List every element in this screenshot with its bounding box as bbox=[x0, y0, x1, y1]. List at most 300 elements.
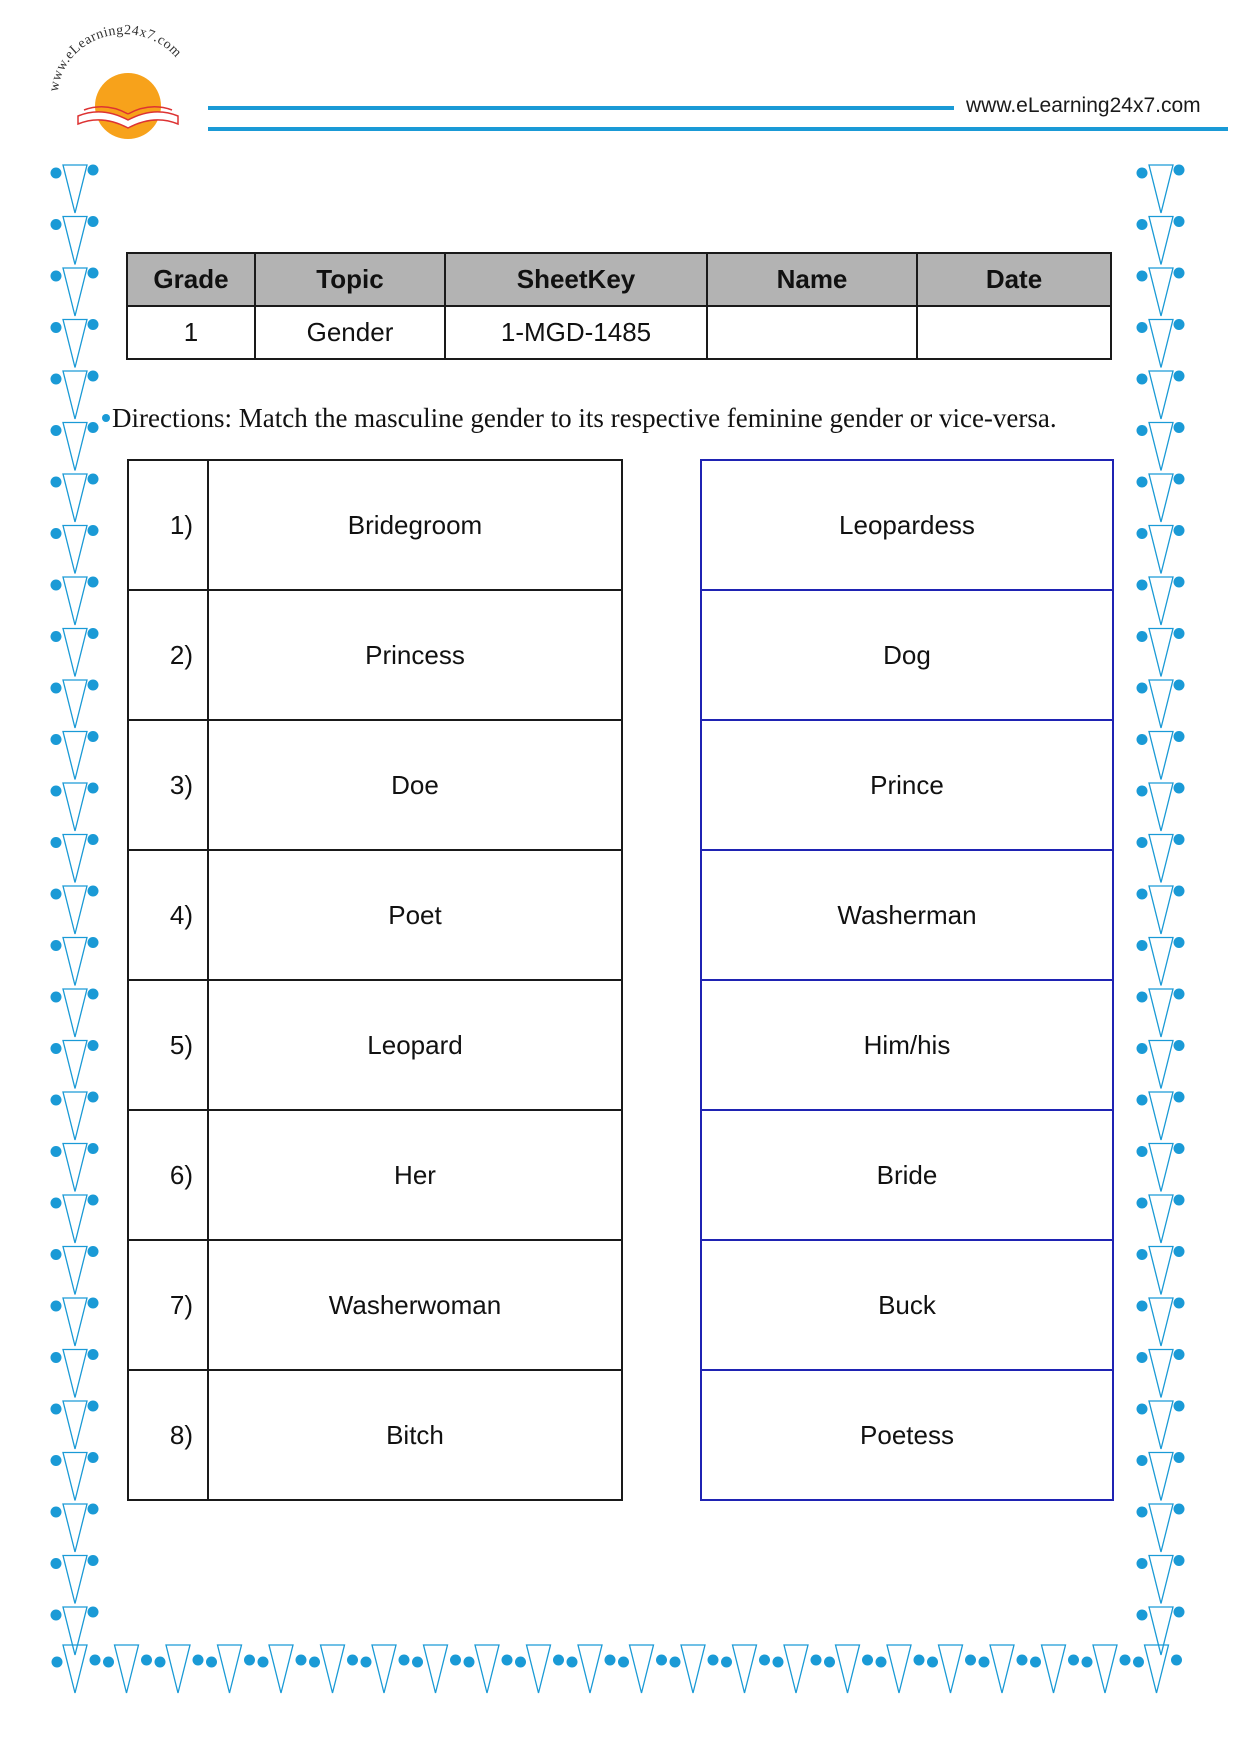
border-dot bbox=[1174, 1143, 1185, 1154]
border-dot bbox=[1174, 371, 1185, 382]
border-dot bbox=[979, 1657, 990, 1668]
border-dot bbox=[51, 1043, 62, 1054]
item-word[interactable]: Bitch bbox=[208, 1370, 622, 1500]
border-dot bbox=[965, 1655, 976, 1666]
border-dot bbox=[88, 1555, 99, 1566]
topic-header: Topic bbox=[255, 253, 445, 306]
border-triangle bbox=[887, 1645, 911, 1693]
table-row bbox=[701, 720, 1113, 850]
bullet-dot bbox=[102, 414, 110, 422]
border-dot bbox=[88, 1452, 99, 1463]
info-table bbox=[126, 252, 1112, 360]
border-dot bbox=[51, 992, 62, 1003]
border-dot bbox=[51, 1558, 62, 1569]
border-dot bbox=[88, 319, 99, 330]
logo-arc-text: www.eLearning24x7.com bbox=[46, 23, 185, 93]
border-dot bbox=[347, 1655, 358, 1666]
border-dot bbox=[1174, 165, 1185, 176]
border-dot bbox=[1137, 1558, 1148, 1569]
border-dot bbox=[51, 1455, 62, 1466]
border-dot bbox=[206, 1657, 217, 1668]
border-dot bbox=[88, 268, 99, 279]
border-dot bbox=[721, 1657, 732, 1668]
border-dot bbox=[88, 422, 99, 433]
border-triangle bbox=[1149, 1092, 1173, 1140]
border-dot bbox=[51, 837, 62, 848]
border-triangle bbox=[63, 783, 87, 831]
border-triangle bbox=[63, 886, 87, 934]
border-triangle bbox=[1149, 938, 1173, 986]
border-dot bbox=[51, 322, 62, 333]
border-dot bbox=[51, 631, 62, 642]
border-dot bbox=[1137, 580, 1148, 591]
border-triangle bbox=[63, 423, 87, 471]
border-dot bbox=[605, 1655, 616, 1666]
border-dot bbox=[88, 989, 99, 1000]
border-triangle bbox=[1149, 320, 1173, 368]
border-dot bbox=[1137, 1043, 1148, 1054]
border-dot bbox=[88, 731, 99, 742]
border-dot bbox=[1174, 1401, 1185, 1412]
border-dot bbox=[1174, 216, 1185, 227]
table-row bbox=[128, 1110, 622, 1240]
border-dot bbox=[51, 374, 62, 385]
grade-header: Grade bbox=[127, 253, 255, 306]
header-rule bbox=[208, 106, 954, 110]
border-triangle bbox=[63, 474, 87, 522]
border-triangle bbox=[166, 1645, 190, 1693]
border-dot bbox=[51, 1146, 62, 1157]
border-dot bbox=[1017, 1655, 1028, 1666]
border-triangle bbox=[475, 1645, 499, 1693]
border-dot bbox=[1137, 786, 1148, 797]
border-triangle bbox=[1149, 1298, 1173, 1346]
border-dot bbox=[1137, 1146, 1148, 1157]
border-dot bbox=[1137, 1610, 1148, 1621]
table-row bbox=[701, 1240, 1113, 1370]
border-triangle bbox=[1149, 886, 1173, 934]
table-row bbox=[701, 980, 1113, 1110]
border-triangle bbox=[63, 680, 87, 728]
grade-value: 1 bbox=[127, 306, 255, 359]
border-dot bbox=[88, 525, 99, 536]
border-triangle bbox=[424, 1645, 448, 1693]
border-triangle bbox=[1149, 1401, 1173, 1449]
border-dot bbox=[1174, 474, 1185, 485]
border-triangle bbox=[1149, 1453, 1173, 1501]
border-triangle bbox=[1149, 783, 1173, 831]
border-dot bbox=[88, 1092, 99, 1103]
border-triangle bbox=[1149, 835, 1173, 883]
border-triangle bbox=[1042, 1645, 1066, 1693]
border-triangle bbox=[1149, 1247, 1173, 1295]
border-dot bbox=[1137, 734, 1148, 745]
border-dot bbox=[914, 1655, 925, 1666]
border-dot bbox=[1174, 1555, 1185, 1566]
border-dot bbox=[1174, 577, 1185, 588]
table-row bbox=[701, 460, 1113, 590]
border-triangle bbox=[63, 629, 87, 677]
border-triangle bbox=[1149, 989, 1173, 1037]
border-dot bbox=[1137, 322, 1148, 333]
name-field[interactable] bbox=[707, 306, 917, 359]
border-dot bbox=[103, 1657, 114, 1668]
table-row bbox=[701, 1370, 1113, 1500]
border-dot bbox=[708, 1655, 719, 1666]
border-dot bbox=[309, 1657, 320, 1668]
border-dot bbox=[1174, 1092, 1185, 1103]
match-option[interactable]: Buck bbox=[701, 1240, 1113, 1370]
border-triangle bbox=[63, 165, 87, 213]
table-row bbox=[128, 720, 622, 850]
border-dot bbox=[88, 577, 99, 588]
border-dot bbox=[1137, 683, 1148, 694]
border-triangle bbox=[1149, 526, 1173, 574]
table-row bbox=[128, 590, 622, 720]
border-triangle bbox=[63, 1247, 87, 1295]
border-dot bbox=[876, 1657, 887, 1668]
border-dot bbox=[51, 940, 62, 951]
border-dot bbox=[1137, 425, 1148, 436]
border-dot bbox=[88, 628, 99, 639]
border-dot bbox=[88, 680, 99, 691]
border-dot bbox=[88, 886, 99, 897]
match-option[interactable]: Poetess bbox=[701, 1370, 1113, 1500]
item-word[interactable]: Leopard bbox=[208, 980, 622, 1110]
topic-value: Gender bbox=[255, 306, 445, 359]
border-triangle bbox=[1149, 217, 1173, 265]
border-triangle bbox=[63, 1041, 87, 1089]
border-dot bbox=[1137, 837, 1148, 848]
border-triangle bbox=[784, 1645, 808, 1693]
border-dot bbox=[1174, 680, 1185, 691]
border-dot bbox=[759, 1655, 770, 1666]
site-url: www.eLearning24x7.com bbox=[966, 94, 1201, 117]
border-dot bbox=[927, 1657, 938, 1668]
border-triangle bbox=[63, 1645, 87, 1693]
elearning-logo bbox=[40, 20, 200, 145]
border-dot bbox=[412, 1657, 423, 1668]
border-dot bbox=[1174, 1246, 1185, 1257]
border-dot bbox=[51, 683, 62, 694]
border-triangle bbox=[1149, 1607, 1173, 1655]
border-triangle bbox=[1149, 629, 1173, 677]
border-dot bbox=[88, 1246, 99, 1257]
border-triangle bbox=[63, 732, 87, 780]
border-dot bbox=[1174, 422, 1185, 433]
border-dot bbox=[1137, 1198, 1148, 1209]
border-triangle bbox=[1149, 165, 1173, 213]
border-triangle bbox=[733, 1645, 757, 1693]
border-dot bbox=[553, 1655, 564, 1666]
border-triangle bbox=[1145, 1645, 1169, 1693]
border-triangle bbox=[1149, 1144, 1173, 1192]
border-dot bbox=[773, 1657, 784, 1668]
border-dot bbox=[88, 783, 99, 794]
item-number: 2) bbox=[128, 590, 208, 720]
border-dot bbox=[824, 1657, 835, 1668]
border-triangle bbox=[939, 1645, 963, 1693]
border-dot bbox=[1174, 1504, 1185, 1515]
match-option[interactable]: Washerman bbox=[701, 850, 1113, 980]
match-option[interactable]: Bride bbox=[701, 1110, 1113, 1240]
border-dot bbox=[51, 889, 62, 900]
border-dot bbox=[51, 271, 62, 282]
border-dot bbox=[51, 168, 62, 179]
border-dot bbox=[88, 1401, 99, 1412]
border-triangle bbox=[1149, 1195, 1173, 1243]
border-triangle bbox=[1149, 1041, 1173, 1089]
border-dot bbox=[1174, 731, 1185, 742]
match-option[interactable]: Him/his bbox=[701, 980, 1113, 1110]
border-triangle bbox=[1149, 577, 1173, 625]
border-dot bbox=[1137, 631, 1148, 642]
border-dot bbox=[51, 1610, 62, 1621]
border-triangle bbox=[63, 371, 87, 419]
table-row bbox=[701, 590, 1113, 720]
border-dot bbox=[244, 1655, 255, 1666]
border-triangle bbox=[63, 1350, 87, 1398]
border-dot bbox=[1137, 940, 1148, 951]
table-row bbox=[128, 850, 622, 980]
table-row bbox=[128, 1370, 622, 1500]
item-word[interactable]: Doe bbox=[208, 720, 622, 850]
border-triangle bbox=[63, 1144, 87, 1192]
border-dot bbox=[88, 937, 99, 948]
item-number: 6) bbox=[128, 1110, 208, 1240]
border-dot bbox=[1174, 1607, 1185, 1618]
border-dot bbox=[88, 165, 99, 176]
border-dot bbox=[51, 219, 62, 230]
border-triangle bbox=[63, 526, 87, 574]
sheetkey-header: SheetKey bbox=[445, 253, 707, 306]
border-dot bbox=[51, 1249, 62, 1260]
border-dot bbox=[88, 474, 99, 485]
border-triangle bbox=[63, 577, 87, 625]
border-triangle bbox=[578, 1645, 602, 1693]
border-triangle bbox=[836, 1645, 860, 1693]
border-dot bbox=[567, 1657, 578, 1668]
border-dot bbox=[361, 1657, 372, 1668]
border-dot bbox=[51, 1095, 62, 1106]
border-triangle bbox=[681, 1645, 705, 1693]
border-dot bbox=[1174, 834, 1185, 845]
border-dot bbox=[1137, 1352, 1148, 1363]
item-word[interactable]: Princess bbox=[208, 590, 622, 720]
border-dot bbox=[1137, 1455, 1148, 1466]
border-dot bbox=[1137, 168, 1148, 179]
border-dot bbox=[1137, 889, 1148, 900]
date-field[interactable] bbox=[917, 306, 1111, 359]
border-dot bbox=[258, 1657, 269, 1668]
border-dot bbox=[450, 1655, 461, 1666]
match-option[interactable]: Dog bbox=[701, 590, 1113, 720]
border-triangle bbox=[1149, 371, 1173, 419]
border-triangle bbox=[527, 1645, 551, 1693]
border-dot bbox=[399, 1655, 410, 1666]
border-dot bbox=[88, 371, 99, 382]
border-triangle bbox=[63, 1401, 87, 1449]
border-dot bbox=[515, 1657, 526, 1668]
item-number: 5) bbox=[128, 980, 208, 1110]
border-triangle bbox=[63, 268, 87, 316]
border-dot bbox=[51, 1404, 62, 1415]
border-dot bbox=[88, 1040, 99, 1051]
border-dot bbox=[1174, 1298, 1185, 1309]
sheetkey-value: 1-MGD-1485 bbox=[445, 306, 707, 359]
border-dot bbox=[193, 1655, 204, 1666]
border-dot bbox=[502, 1655, 513, 1666]
border-triangle bbox=[63, 1607, 87, 1655]
border-dot bbox=[1174, 268, 1185, 279]
border-triangle bbox=[63, 1556, 87, 1604]
border-dot bbox=[618, 1657, 629, 1668]
border-dot bbox=[90, 1655, 101, 1666]
border-dot bbox=[1137, 271, 1148, 282]
match-option[interactable]: Leopardess bbox=[701, 460, 1113, 590]
border-dot bbox=[88, 216, 99, 227]
border-triangle bbox=[63, 1453, 87, 1501]
border-dot bbox=[51, 580, 62, 591]
border-dot bbox=[1137, 1404, 1148, 1415]
border-dot bbox=[1174, 886, 1185, 897]
border-triangle bbox=[63, 320, 87, 368]
directions-text: Directions: Match the masculine gender to its respective feminine gender or vice-versa. bbox=[112, 403, 1057, 433]
border-dot bbox=[1174, 1349, 1185, 1360]
border-dot bbox=[51, 1198, 62, 1209]
table-row bbox=[128, 460, 622, 590]
border-dot bbox=[296, 1655, 307, 1666]
border-triangle bbox=[63, 1504, 87, 1552]
border-dot bbox=[1174, 319, 1185, 330]
border-dot bbox=[1133, 1657, 1144, 1668]
border-triangle bbox=[63, 938, 87, 986]
border-dot bbox=[1082, 1657, 1093, 1668]
border-triangle bbox=[630, 1645, 654, 1693]
item-number: 3) bbox=[128, 720, 208, 850]
border-dot bbox=[1137, 219, 1148, 230]
border-dot bbox=[88, 1349, 99, 1360]
item-word[interactable]: Her bbox=[208, 1110, 622, 1240]
border-dot bbox=[141, 1655, 152, 1666]
border-dot bbox=[1171, 1655, 1182, 1666]
border-triangle bbox=[63, 835, 87, 883]
border-dot bbox=[51, 1301, 62, 1312]
border-dot bbox=[1137, 528, 1148, 539]
border-dot bbox=[464, 1657, 475, 1668]
border-dot bbox=[51, 1507, 62, 1518]
border-dot bbox=[1174, 628, 1185, 639]
border-dot bbox=[88, 1143, 99, 1154]
border-dot bbox=[88, 1195, 99, 1206]
date-header: Date bbox=[917, 253, 1111, 306]
border-dot bbox=[88, 1298, 99, 1309]
item-number: 7) bbox=[128, 1240, 208, 1370]
border-dot bbox=[88, 834, 99, 845]
border-triangle bbox=[63, 1298, 87, 1346]
border-triangle bbox=[1149, 732, 1173, 780]
border-triangle bbox=[1149, 1504, 1173, 1552]
item-word[interactable]: Bridegroom bbox=[208, 460, 622, 590]
border-triangle bbox=[63, 1195, 87, 1243]
border-dot bbox=[1174, 783, 1185, 794]
border-dot bbox=[51, 734, 62, 745]
border-triangle bbox=[1149, 423, 1173, 471]
border-triangle bbox=[269, 1645, 293, 1693]
border-dot bbox=[1174, 525, 1185, 536]
border-triangle bbox=[63, 989, 87, 1037]
border-dot bbox=[811, 1655, 822, 1666]
table-row bbox=[128, 980, 622, 1110]
border-dot bbox=[51, 425, 62, 436]
border-triangle bbox=[1149, 680, 1173, 728]
match-options-list bbox=[700, 459, 1114, 1501]
border-dot bbox=[656, 1655, 667, 1666]
border-dot bbox=[862, 1655, 873, 1666]
border-triangle bbox=[63, 1092, 87, 1140]
border-dot bbox=[155, 1657, 166, 1668]
border-dot bbox=[1137, 1095, 1148, 1106]
table-row bbox=[701, 1110, 1113, 1240]
item-number: 8) bbox=[128, 1370, 208, 1500]
border-triangle bbox=[1149, 1350, 1173, 1398]
border-dot bbox=[51, 1352, 62, 1363]
item-word[interactable]: Poet bbox=[208, 850, 622, 980]
border-dot bbox=[1174, 989, 1185, 1000]
border-dot bbox=[1137, 374, 1148, 385]
header-rule-long bbox=[208, 127, 1228, 131]
border-dot bbox=[51, 477, 62, 488]
border-dot bbox=[1174, 1452, 1185, 1463]
border-dot bbox=[1137, 992, 1148, 1003]
table-row bbox=[128, 1240, 622, 1370]
border-triangle bbox=[1149, 474, 1173, 522]
border-dot bbox=[1174, 1040, 1185, 1051]
name-header: Name bbox=[707, 253, 917, 306]
border-dot bbox=[51, 528, 62, 539]
border-dot bbox=[1174, 937, 1185, 948]
border-dot bbox=[1137, 1507, 1148, 1518]
border-triangle bbox=[1149, 268, 1173, 316]
border-triangle bbox=[990, 1645, 1014, 1693]
border-triangle bbox=[1149, 1556, 1173, 1604]
table-row bbox=[701, 850, 1113, 980]
border-triangle bbox=[115, 1645, 139, 1693]
border-dot bbox=[1137, 1301, 1148, 1312]
border-dot bbox=[1137, 1249, 1148, 1260]
item-number: 4) bbox=[128, 850, 208, 980]
border-dot bbox=[88, 1607, 99, 1618]
border-dot bbox=[670, 1657, 681, 1668]
directions bbox=[102, 403, 1057, 434]
border-triangle bbox=[321, 1645, 345, 1693]
item-word[interactable]: Washerwoman bbox=[208, 1240, 622, 1370]
match-option[interactable]: Prince bbox=[701, 720, 1113, 850]
border-dot bbox=[1030, 1657, 1041, 1668]
border-triangle bbox=[1093, 1645, 1117, 1693]
border-triangle bbox=[372, 1645, 396, 1693]
masculine-feminine-list bbox=[127, 459, 623, 1501]
border-triangle bbox=[218, 1645, 242, 1693]
border-dot bbox=[1137, 477, 1148, 488]
border-dot bbox=[1120, 1655, 1131, 1666]
border-triangle bbox=[63, 217, 87, 265]
border-dot bbox=[88, 1504, 99, 1515]
border-dot bbox=[1174, 1195, 1185, 1206]
border-dot bbox=[1068, 1655, 1079, 1666]
item-number: 1) bbox=[128, 460, 208, 590]
border-dot bbox=[51, 786, 62, 797]
